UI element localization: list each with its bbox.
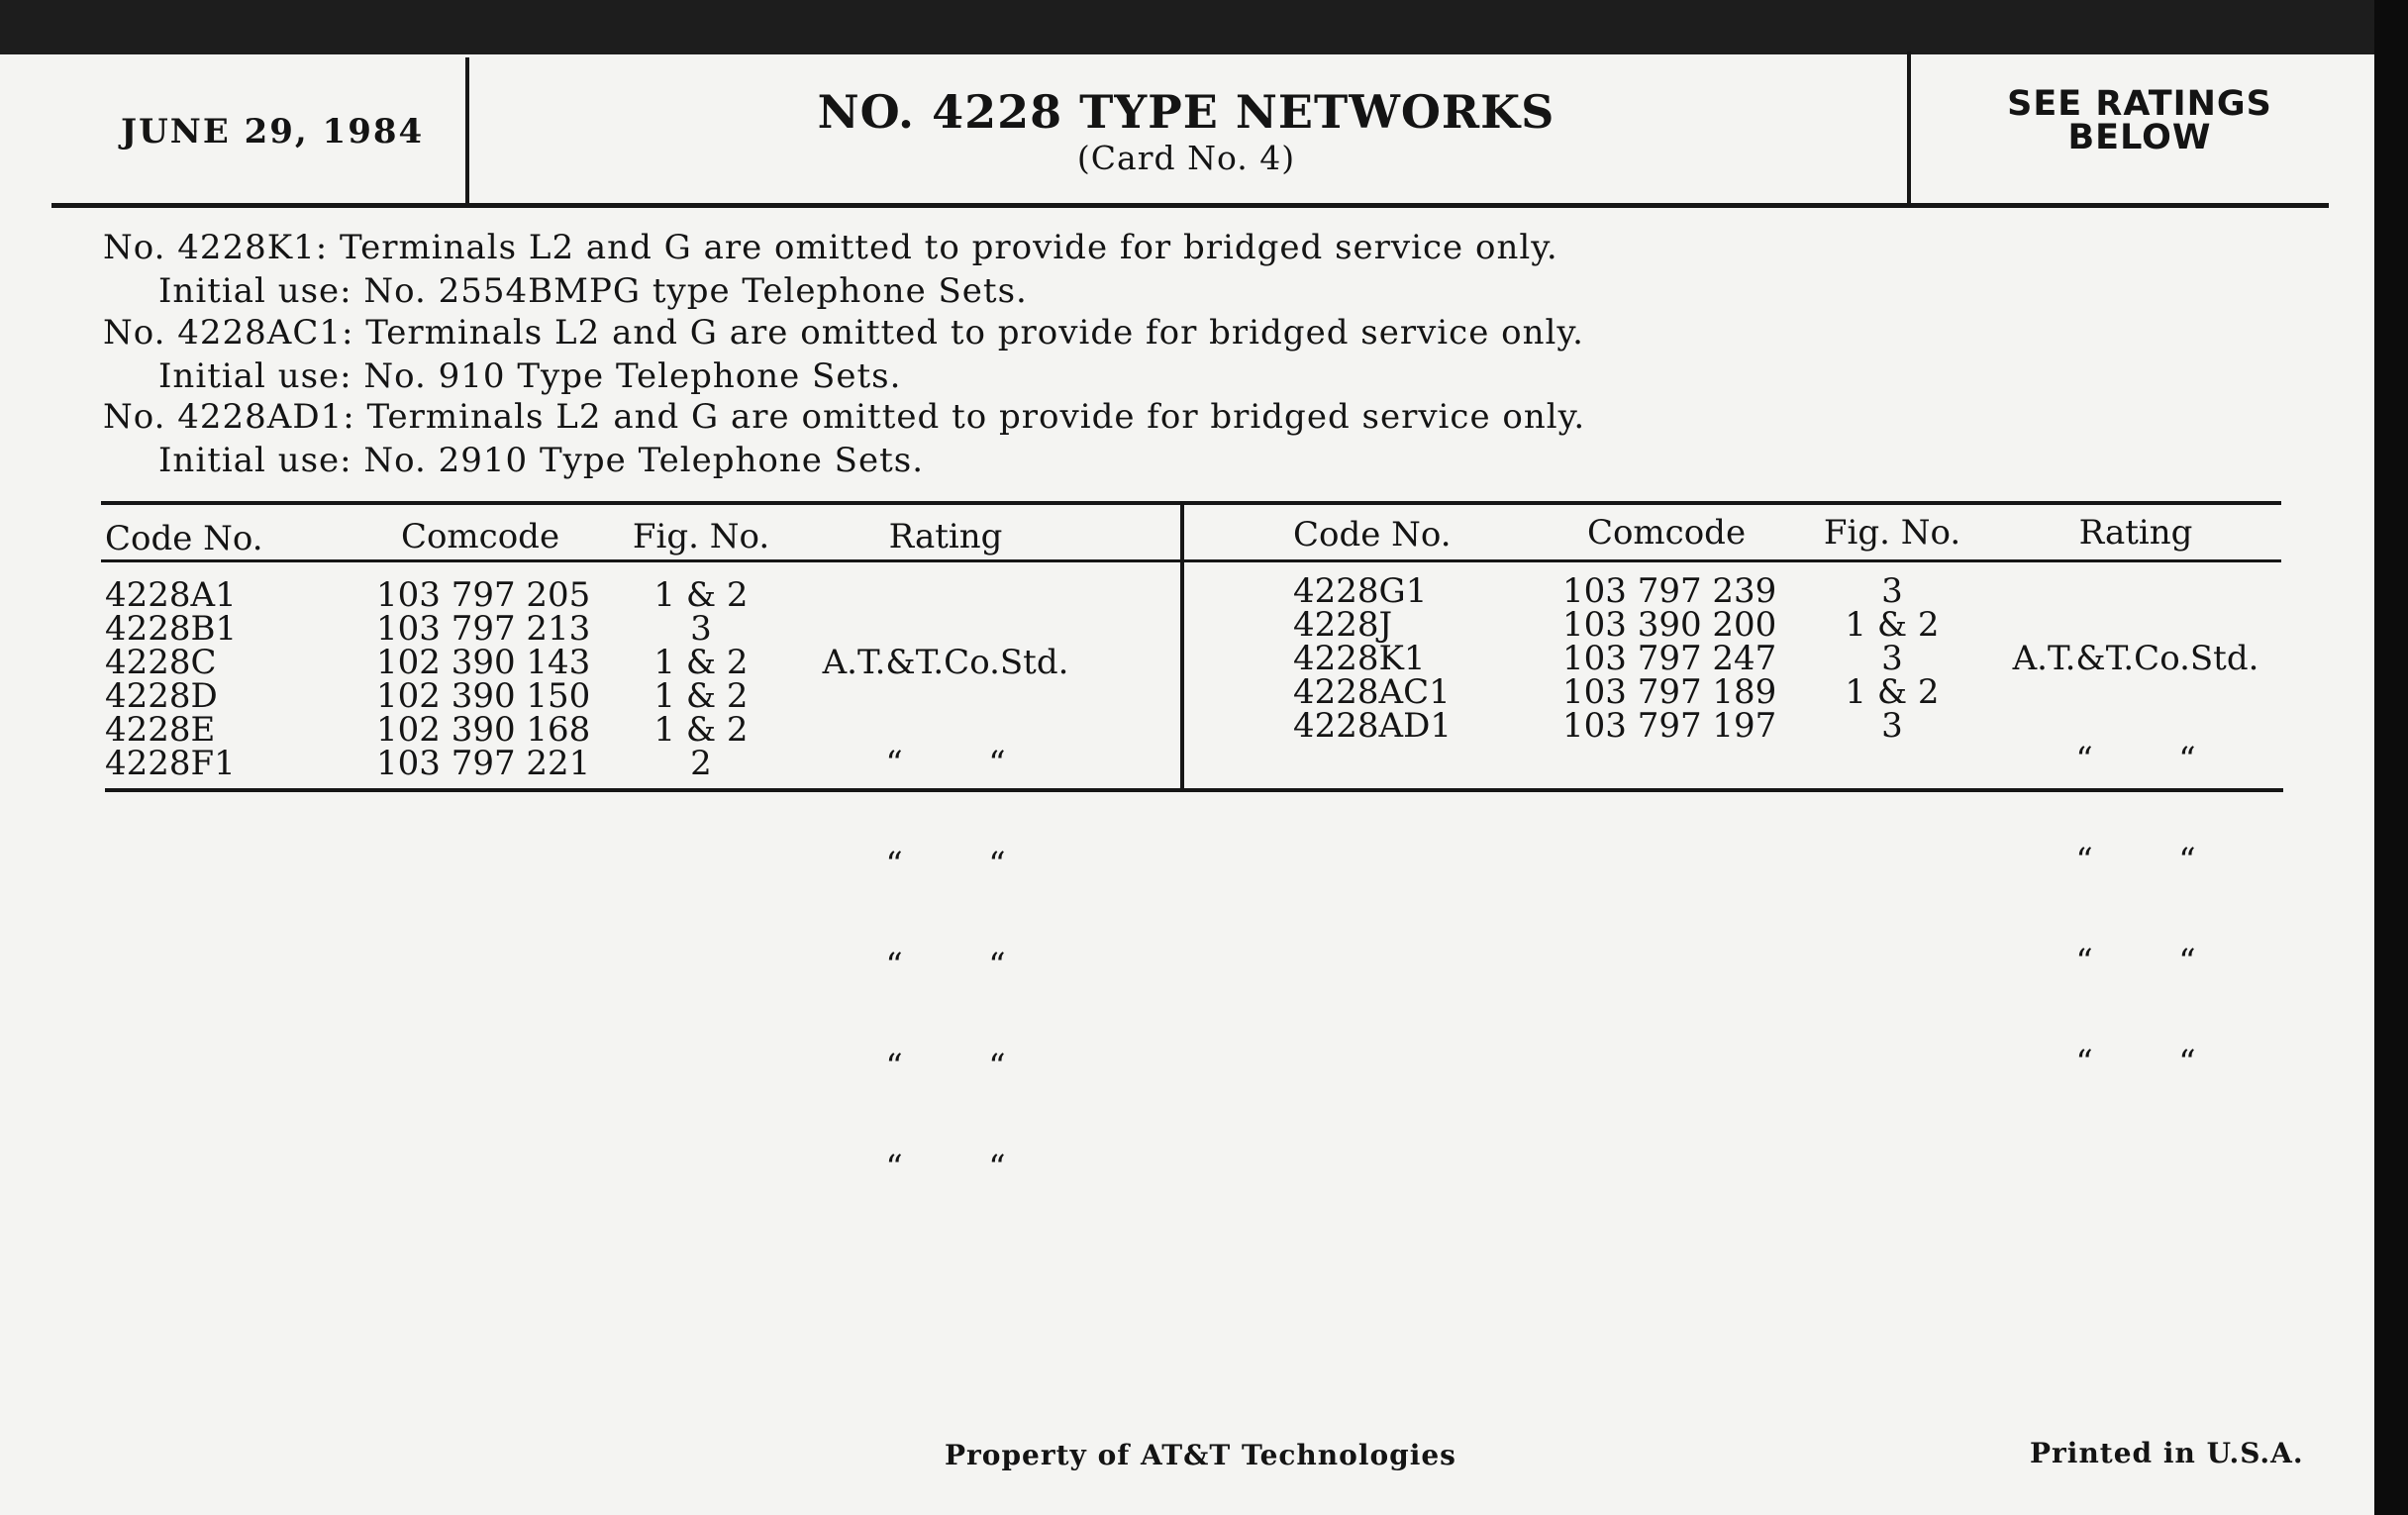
fig-column-left [618,575,784,783]
document-date: JUNE 29, 1984 [121,112,425,152]
note-main: No. 4228AD1: Terminals L2 and G are omitted to provide for bridged service only. [103,397,1586,437]
rating-column-right [2002,574,2269,1113]
table-cell-comcode: 103 797 197 [1562,706,1777,746]
table-cell-fig: 1 & 2 [653,643,749,682]
header-code-right: Code No. [1293,515,1452,555]
table-cell-code: 4228AC1 [1293,672,1451,712]
ratings-note-line1: SEE RATINGS [2007,84,2272,124]
table-cell-comcode: 103 797 239 [1562,571,1777,611]
table-cell-rating: “ “ [2075,740,2196,779]
table-bottom-rule [105,788,2283,792]
document-title: NO. 4228 TYPE NETWORKS [817,85,1555,139]
code-column-right [1293,571,1452,746]
header-rating-left: Rating [888,517,1003,556]
printed-notice: Printed in U.S.A. [2030,1437,2304,1469]
header-code-left: Code No. [105,519,263,558]
header-fig-right: Fig. No. [1823,513,1961,553]
header-comcode-right: Comcode [1586,513,1747,553]
table-cell-code: 4228J [1293,605,1393,645]
rating-column-left [812,578,1079,1218]
note-use: Initial use: No. 2910 Type Telephone Sets. [158,441,925,480]
table-cell-code: 4228K1 [1293,639,1426,678]
table-cell-code: 4228A1 [105,575,237,615]
header-comcode-left: Comcode [400,517,560,556]
table-cell-rating: “ “ [2075,1043,2196,1082]
header-rating-right: Rating [2078,513,2193,553]
table-cell-comcode: 103 797 221 [376,744,591,783]
table-cell-comcode: 103 797 247 [1562,639,1777,678]
table-header-rule [101,559,2281,562]
document-subtitle: (Card No. 4) [1076,139,1296,177]
table-cell-fig: 3 [690,609,712,649]
table-cell-fig: 1 & 2 [1845,672,1940,712]
table-cell-code: 4228F1 [105,744,236,783]
table-cell-fig: 1 & 2 [1845,605,1940,645]
ratings-note [1909,84,2370,157]
table-cell-fig: 1 & 2 [653,575,749,615]
table-cell-comcode: 103 797 205 [376,575,591,615]
table-cell-comcode: 102 390 168 [376,710,591,750]
table-cell-comcode: 102 390 150 [376,676,591,716]
table-cell-code: 4228C [105,643,217,682]
table-top-rule [101,501,2281,505]
table-cell-fig: 1 & 2 [653,676,749,716]
table-cell-fig: 3 [1881,639,1903,678]
table-cell-rating: “ “ [2075,841,2196,880]
table-cell-comcode: 103 390 200 [1562,605,1777,645]
comcode-column-left [376,575,591,783]
table-cell-comcode: 103 797 189 [1562,672,1777,712]
table-cell-rating: “ “ [885,845,1006,884]
table-center-divider [1180,503,1184,792]
table-cell-rating: “ “ [885,744,1006,783]
scan-edge [2374,0,2408,1515]
header-rule [51,203,2329,208]
table-cell-fig: 1 & 2 [653,710,749,750]
table-cell-comcode: 103 797 213 [376,609,591,649]
header-fig-left: Fig. No. [632,517,770,556]
note-use: Initial use: No. 2554BMPG type Telephone Sets. [158,271,1028,311]
table-cell-comcode: 102 390 143 [376,643,591,682]
note-use: Initial use: No. 910 Type Telephone Sets. [158,356,902,396]
table-cell-code: 4228G1 [1293,571,1428,611]
table-cell-code: 4228AD1 [1293,706,1452,746]
table-cell-fig: 2 [690,744,712,783]
property-notice: Property of AT&T Technologies [945,1439,1456,1471]
table-cell-rating: A.T.&T.Co.Std. [822,643,1069,682]
header-divider-left [465,57,469,208]
comcode-column-right [1562,571,1777,746]
table-cell-rating: “ “ [885,1148,1006,1187]
table-cell-code: 4228E [105,710,216,750]
ratings-note-line2: BELOW [2067,118,2212,157]
fig-column-right [1808,571,1976,746]
table-cell-fig: 3 [1881,706,1903,746]
code-column-left [105,575,238,783]
header-divider-right [1907,51,1911,206]
table-cell-fig: 3 [1881,571,1903,611]
note-main: No. 4228K1: Terminals L2 and G are omitted to provide for bridged service only. [103,228,1558,267]
table-cell-rating: A.T.&T.Co.Std. [2012,639,2259,678]
table-cell-code: 4228D [105,676,218,716]
table-cell-rating: “ “ [885,946,1006,985]
note-main: No. 4228AC1: Terminals L2 and G are omitted to provide for bridged service only. [103,313,1584,353]
table-cell-rating: “ “ [885,1047,1006,1086]
table-cell-rating: “ “ [2075,942,2196,981]
table-cell-code: 4228B1 [105,609,238,649]
